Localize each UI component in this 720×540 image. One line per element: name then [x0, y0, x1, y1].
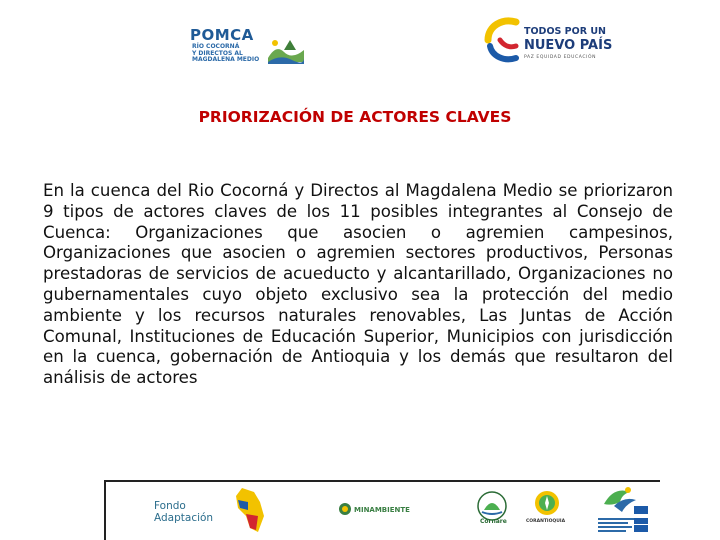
pomca-logo-title: POMCA	[190, 26, 254, 44]
gov-logo	[480, 14, 620, 66]
fondo-adaptacion-logo	[148, 496, 238, 536]
pomca-logo-subtitle	[192, 44, 266, 64]
colombia-map-icon	[232, 486, 268, 536]
pomca-logo	[190, 24, 308, 80]
flag-icon	[634, 506, 648, 532]
body-paragraph: En la cuenca del Rio Cocorná y Directos al Magdalena Medio se priorizaron 9 tipos de actores claves de los 11 posibles integrantes al Consejo de Cuenca: Organizaciones que asocien o agremien campesinos, Organizaciones que asocien o agremien sectores productivos, Personas prestadoras de servicios de acueducto y alcantarillado, Organizaciones no gubernamentales cuyo objeto exclusivo sea la protección del medio ambiente y los recursos naturales renovables, Las Juntas de Acción Comunal, Instituciones de Educación Superior, Municipios con jurisdicción en la cuenca, gobernación de Antioquia y los demás que resultaron del análisis de actores	[43, 181, 673, 388]
gov-logo-line-2: NUEVO PAÍS	[524, 38, 613, 53]
corantioquia-logo-icon	[532, 488, 562, 518]
pomca-landscape-icon	[266, 36, 306, 66]
pomca-subtitle-line-2: Y DIRECTOS AL	[192, 49, 243, 57]
footer-logo-strip	[104, 480, 660, 540]
right-text-block	[598, 516, 638, 536]
pomca-subtitle-line-3: MAGDALENA MEDIO	[192, 56, 260, 63]
page-title: PRIORIZACIÓN DE ACTORES CLAVES	[198, 108, 512, 126]
minambiente-shield-icon	[338, 502, 352, 516]
pomca-subtitle-line-1: RÍO COCORNÁ	[192, 43, 240, 50]
gov-logo-line-3: PAZ EQUIDAD EDUCACIÓN	[524, 55, 597, 60]
gov-logo-line-1: TODOS POR UN	[524, 26, 606, 37]
minambiente-label: MINAMBIENTE	[354, 506, 410, 514]
fondo-line-2: Adaptación	[154, 512, 214, 524]
cornare-label: Cornare	[480, 518, 507, 525]
corantioquia-label: CORANTIOQUIA	[526, 519, 566, 524]
gov-colombia-icon	[480, 16, 522, 64]
fondo-line-1: Fondo	[154, 500, 186, 512]
